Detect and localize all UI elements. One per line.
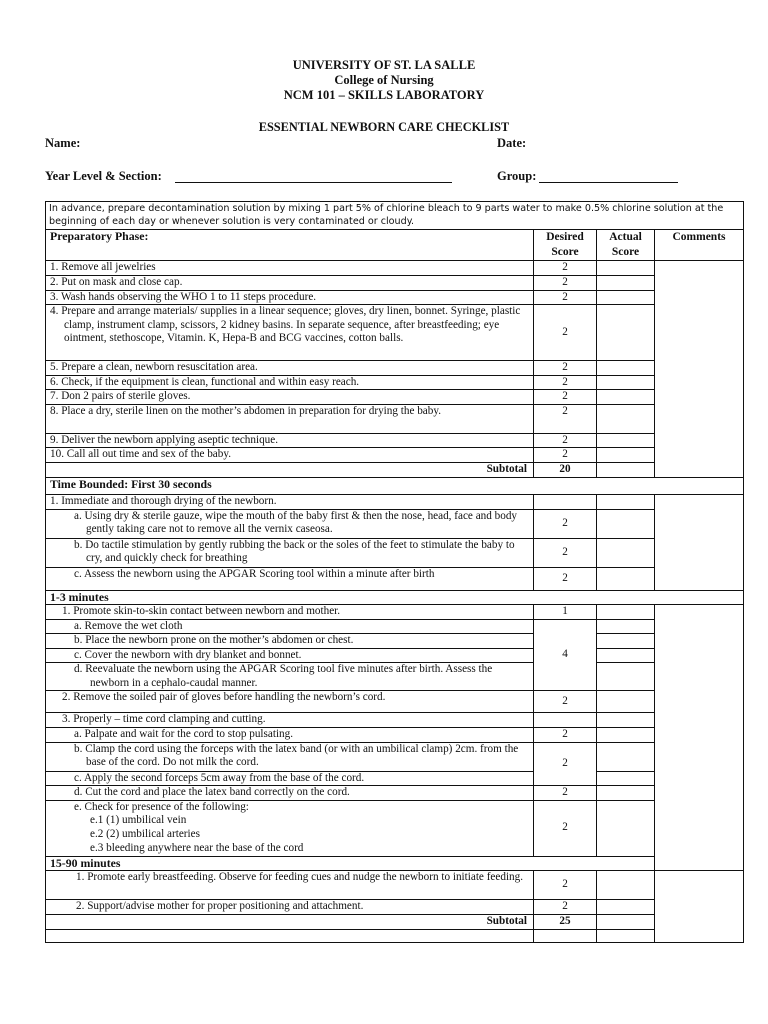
prep-step-5-actual[interactable]: [597, 361, 655, 376]
cord-check-vein: e.1 (1) umbilical vein: [46, 814, 534, 828]
prep-step-8-actual[interactable]: [597, 404, 655, 433]
comments-header: Comments: [655, 230, 744, 261]
cord-check-bleeding: e.3 bleeding anywhere near the base of the cord: [46, 842, 534, 856]
cord-check-arteries: e.2 (2) umbilical arteries: [46, 828, 534, 842]
prep-step-1-actual[interactable]: [597, 261, 655, 276]
positioning-actual[interactable]: [597, 900, 655, 915]
final-subtotal-value: 25: [534, 915, 597, 930]
prep-step-10-score: 2: [534, 448, 597, 463]
cord-step-d: d. Cut the cord and place the latex band correctly on the cord.: [46, 786, 534, 801]
drying-step-b: b. Do tactile stimulation by gently rubbing the back or the soles of the feet to stimulate the baby to cry, and quickly check for breathing: [46, 538, 534, 567]
prep-comments-cell[interactable]: [655, 261, 744, 478]
skin-step-c: c. Cover the newborn with dry blanket and bonnet.: [46, 648, 534, 663]
prep-step-5: 5. Prepare a clean, newborn resuscitation area.: [46, 361, 534, 376]
drying-step-c-score: 2: [534, 567, 597, 590]
prep-step-2-score: 2: [534, 275, 597, 290]
prep-step-1-score: 2: [534, 261, 597, 276]
time-bounded-heading: Time Bounded: First 30 seconds: [46, 477, 744, 494]
prep-step-2-actual[interactable]: [597, 275, 655, 290]
cord-step-c-actual[interactable]: [597, 771, 655, 786]
prep-step-4-score: 2: [534, 305, 597, 361]
cord-step-d-score: 2: [534, 786, 597, 801]
name-label: Name:: [45, 136, 81, 150]
prep-step-6: 6. Check, if the equipment is clean, functional and within easy reach.: [46, 375, 534, 390]
skin-step-d: d. Reevaluate the newborn using the APGAR Scoring tool five minutes after birth. Assess the newborn in a cephalo-caudal manner.: [46, 663, 534, 691]
drying-step-a-score: 2: [534, 509, 597, 538]
prep-step-8: 8. Place a dry, sterile linen on the mother’s abdomen in preparation for drying the baby.: [46, 404, 534, 433]
drying-step-b-score: 2: [534, 538, 597, 567]
positioning-score: 2: [534, 900, 597, 915]
prep-step-6-score: 2: [534, 375, 597, 390]
drying-step-c-actual[interactable]: [597, 567, 655, 590]
prep-subtotal-label: Subtotal: [46, 462, 534, 477]
breastfeeding-score: 2: [534, 871, 597, 900]
final-subtotal-actual[interactable]: [597, 915, 655, 930]
preparatory-phase-heading: Preparatory Phase:: [46, 230, 534, 261]
prep-step-10: 10. Call all out time and sex of the baby.: [46, 448, 534, 463]
cord-steps-bc-score: 2: [534, 742, 597, 786]
time-bounded-comments-cell[interactable]: [655, 494, 744, 590]
prep-subtotal-value: 20: [534, 462, 597, 477]
cord-step-b-actual[interactable]: [597, 742, 655, 771]
prep-step-5-score: 2: [534, 361, 597, 376]
prep-step-2: 2. Put on mask and close cap.: [46, 275, 534, 290]
cord-step-e-actual[interactable]: [597, 800, 655, 856]
skin-to-skin-actual[interactable]: [597, 605, 655, 620]
prep-step-9-score: 2: [534, 433, 597, 448]
drying-step-a-actual[interactable]: [597, 509, 655, 538]
actual-score-header: Actual Score: [597, 230, 655, 261]
checklist-title: ESSENTIAL NEWBORN CARE CHECKLIST: [258, 120, 510, 134]
skin-steps-abcd-score: 4: [534, 619, 597, 691]
skin-step-b: b. Place the newborn prone on the mother’s abdomen or chest.: [46, 634, 534, 649]
cord-step-a-actual[interactable]: [597, 727, 655, 742]
cord-step-d-actual[interactable]: [597, 786, 655, 801]
skin-to-skin-step: 1. Promote skin-to-skin contact between newborn and mother.: [46, 605, 534, 620]
cord-step-a-score: 2: [534, 727, 597, 742]
group-field[interactable]: [539, 182, 678, 183]
prep-step-9-actual[interactable]: [597, 433, 655, 448]
skin-step-a: a. Remove the wet cloth: [46, 619, 534, 634]
prep-step-3: 3. Wash hands observing the WHO 1 to 11 steps procedure.: [46, 290, 534, 305]
prep-step-10-actual[interactable]: [597, 448, 655, 463]
checklist-table: [45, 201, 744, 943]
college-name: College of Nursing: [334, 73, 434, 87]
prep-step-8-score: 2: [534, 404, 597, 433]
drying-step-b-actual[interactable]: [597, 538, 655, 567]
drying-step: 1. Immediate and thorough drying of the newborn.: [46, 494, 534, 509]
skin-step-b-actual[interactable]: [597, 634, 655, 649]
drying-step-a: a. Using dry & sterile gauze, wipe the mouth of the baby first & then the nose, head, face and body gently taking care not to remove all the vernix caseosa.: [46, 509, 534, 538]
fifteen-to-ninety-comments-cell[interactable]: [655, 871, 744, 943]
drying-step-c: c. Assess the newborn using the APGAR Scoring tool within a minute after birth: [46, 567, 534, 590]
prep-step-7-score: 2: [534, 390, 597, 405]
decontamination-note: In advance, prepare decontamination solution by mixing 1 part 5% of chlorine bleach to 9 parts water to make 0.5% chlorine solution at the beginning of each day or whenever solution is very contaminated or cloudy.: [46, 202, 744, 230]
drying-step-actual[interactable]: [597, 494, 655, 509]
prep-step-3-actual[interactable]: [597, 290, 655, 305]
skin-step-a-actual[interactable]: [597, 619, 655, 634]
remove-gloves-step: 2. Remove the soiled pair of gloves before handling the newborn’s cord.: [46, 691, 534, 713]
final-subtotal-label: Subtotal: [46, 915, 534, 930]
skin-step-c-actual[interactable]: [597, 648, 655, 663]
prep-step-9: 9. Deliver the newborn applying aseptic technique.: [46, 433, 534, 448]
prep-subtotal-actual[interactable]: [597, 462, 655, 477]
remove-gloves-actual[interactable]: [597, 691, 655, 713]
prep-step-6-actual[interactable]: [597, 375, 655, 390]
year-level-label: Year Level & Section:: [45, 169, 162, 183]
cord-clamping-actual[interactable]: [597, 713, 655, 728]
university-name: UNIVERSITY OF ST. LA SALLE: [292, 58, 476, 72]
breastfeeding-actual[interactable]: [597, 871, 655, 900]
desired-score-header: Desired Score: [534, 230, 597, 261]
cord-clamping-step: 3. Properly – time cord clamping and cutting.: [46, 713, 534, 728]
group-label: Group:: [497, 169, 537, 183]
prep-step-7-actual[interactable]: [597, 390, 655, 405]
prep-step-3-score: 2: [534, 290, 597, 305]
date-label: Date:: [497, 136, 527, 150]
remove-gloves-score: 2: [534, 691, 597, 713]
one-to-three-comments-cell[interactable]: [655, 605, 744, 871]
prep-step-1: 1. Remove all jewelries: [46, 261, 534, 276]
cord-step-a: a. Palpate and wait for the cord to stop pulsating.: [46, 727, 534, 742]
cord-step-e-score: 2: [534, 800, 597, 856]
prep-step-7: 7. Don 2 pairs of sterile gloves.: [46, 390, 534, 405]
prep-step-4-actual[interactable]: [597, 305, 655, 361]
fifteen-to-ninety-heading: 15-90 minutes: [46, 856, 744, 871]
year-level-field[interactable]: [175, 182, 452, 183]
cord-step-e: e. Check for presence of the following:: [46, 800, 534, 814]
positioning-step: 2. Support/advise mother for proper positioning and attachment.: [46, 900, 534, 915]
course-name: NCM 101 – SKILLS LABORATORY: [283, 88, 485, 102]
skin-to-skin-score: 1: [534, 605, 597, 620]
cord-step-c: c. Apply the second forceps 5cm away from the base of the cord.: [46, 771, 534, 786]
skin-step-d-actual[interactable]: [597, 663, 655, 691]
breastfeeding-step: 1. Promote early breastfeeding. Observe for feeding cues and nudge the newborn to initiate feeding.: [46, 871, 534, 900]
one-to-three-minutes-heading: 1-3 minutes: [46, 590, 744, 605]
prep-step-4: 4. Prepare and arrange materials/ supplies in a linear sequence; gloves, dry linen, bonnet. Syringe, plastic clamp, instrument clamp, scissors, 2 kidney basins. In separate sequence, after breastfeeding; eye ointment, stethoscope, Vitamin. K, Hepa-B and BCG vaccines, cotton balls.: [46, 305, 534, 361]
cord-step-b: b. Clamp the cord using the forceps with the latex band (or with an umbilical clamp) 2cm. from the base of the cord. Do not milk the cord.: [46, 742, 534, 771]
